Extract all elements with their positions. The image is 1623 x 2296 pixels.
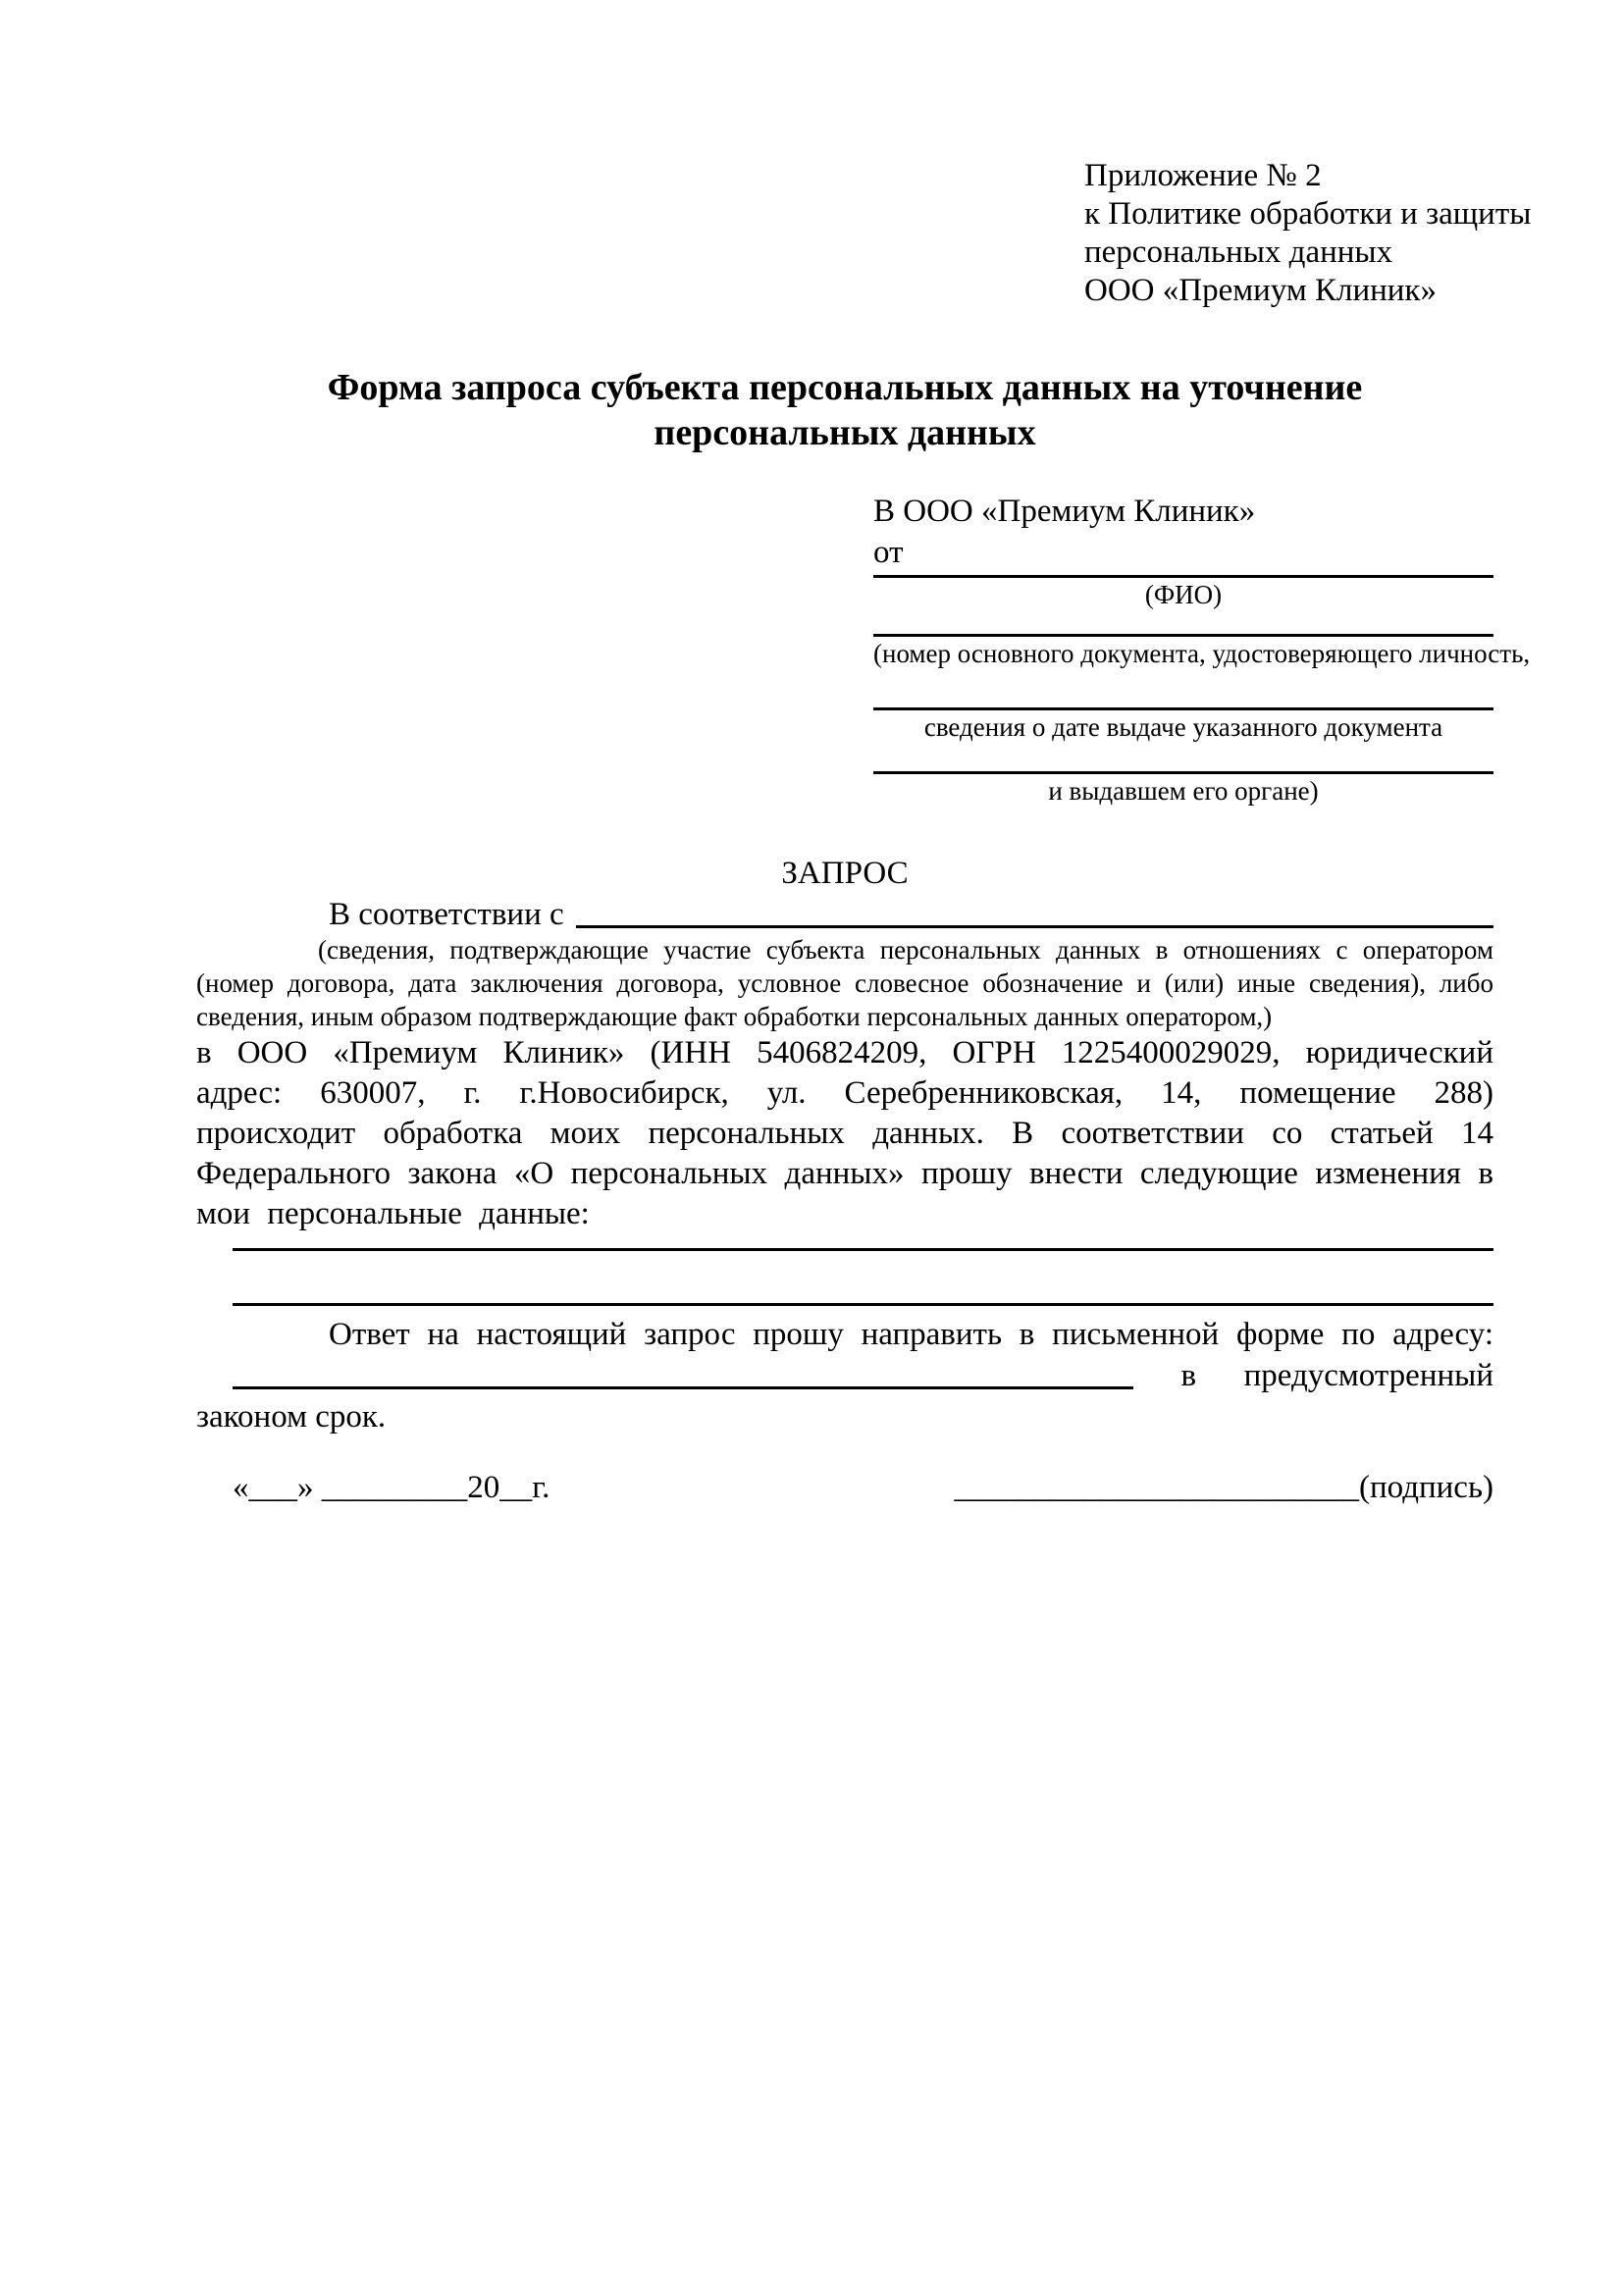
- appendix-line-2: к Политике обработки и защиты: [1084, 196, 1532, 232]
- document-number-caption: (номер основного документа, удостоверяющего личность,: [873, 639, 1531, 668]
- changes-fill-line-1: [233, 1248, 1493, 1251]
- fio-caption: (ФИО): [1144, 580, 1223, 609]
- request-intro-row: [196, 894, 1493, 935]
- signature-fill-line: _________________________: [954, 1470, 1359, 1505]
- reply-tail: законом срок.: [196, 1399, 387, 1435]
- reply-address-row: [196, 1355, 1493, 1396]
- issue-date-caption: сведения о дате выдаче указанного документа: [923, 712, 1443, 742]
- form-field-document-number: [873, 634, 1531, 670]
- basis-fill-line: [576, 894, 1493, 928]
- signature-block: [955, 1467, 1494, 1508]
- appendix-line-1: Приложение № 2: [1084, 158, 1322, 193]
- addressee-block: [873, 491, 1531, 808]
- request-intro-note: (сведения, подтверждающие участие субъекта персональных данных в отношениях с оператором (номер договора, дата заключения договора, условное словесное обозначение и (или) иные сведения), либо сведения, иным образом подтверждающие факт обработки персональных данных оператором,): [196, 935, 1493, 1031]
- appendix-line-4: ООО «Премиум Клиник»: [1084, 273, 1437, 308]
- request-intro-label: В соответствии с: [329, 897, 564, 932]
- reply-word-predusmotrenny: предусмотренный: [1243, 1358, 1493, 1393]
- addressee-to: В ООО «Премиум Клиник»: [873, 494, 1256, 529]
- reply-request-line: Ответ на настоящий запрос прошу направить в письменной форме по адресу:: [329, 1317, 1493, 1352]
- request-heading: ЗАПРОС: [781, 856, 909, 891]
- addressee-from-label: от: [873, 535, 904, 570]
- reply-word-v: в: [1180, 1358, 1197, 1393]
- appendix-line-3: персональных данных: [1084, 235, 1393, 270]
- form-field-issue-date: [873, 707, 1493, 744]
- address-fill-line: [233, 1386, 1133, 1389]
- date-signature-row: [196, 1467, 1493, 1508]
- changes-fill-line-2: [233, 1303, 1493, 1306]
- document-title: Форма запроса субъекта персональных данных на уточнение персональных данных: [327, 367, 1363, 453]
- form-field-fio: [873, 575, 1493, 611]
- date-line: «___» _________20__г.: [233, 1470, 550, 1505]
- request-body: в ООО «Премиум Клиник» (ИНН 5406824209, ОГРН 1225400029029, юридический адрес: 630007, г. г.Новосибирск, ул. Серебренниковская, 14, помещение 288) происходит обработка моих персональных данных. В соответствии со статьей 14 Федерального закона «О персональных данных» прошу внести следующие изменения в мои персональные данные:: [196, 1035, 1493, 1231]
- issuing-authority-caption: и выдавшем его органе): [1048, 776, 1319, 806]
- signature-caption: (подпись): [1359, 1470, 1493, 1505]
- appendix-header: [1084, 157, 1532, 310]
- form-field-issuing-authority: [873, 771, 1493, 808]
